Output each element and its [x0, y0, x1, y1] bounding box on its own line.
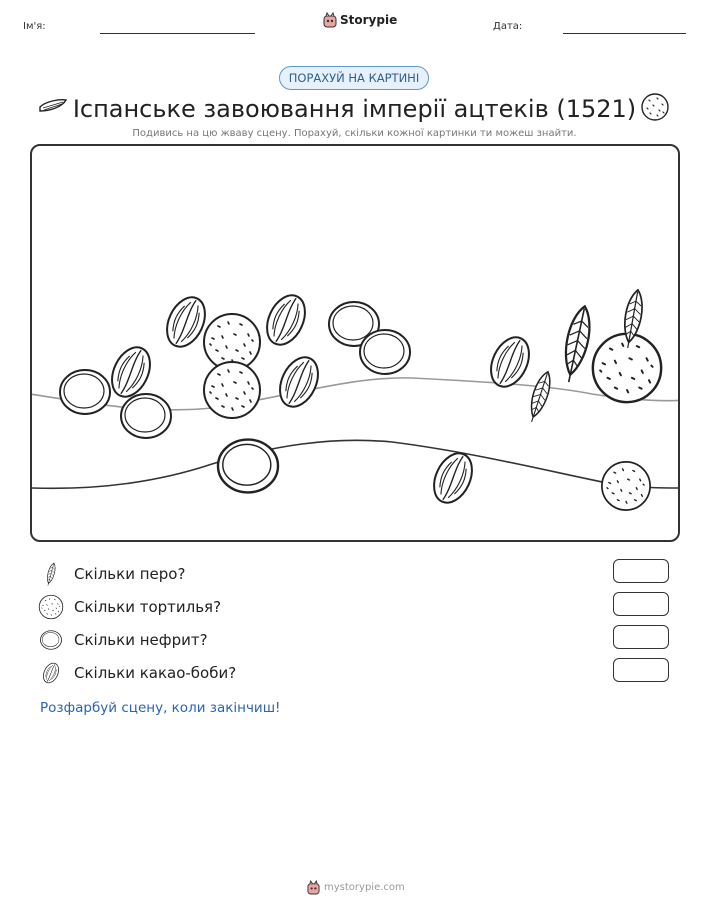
tortilla	[602, 462, 650, 510]
cacao-bean	[260, 289, 313, 350]
coloring-instruction: Розфарбуй сцену, коли закінчиш!	[40, 700, 281, 716]
site-url: mystorypie.com	[324, 882, 405, 893]
question-feather	[38, 561, 185, 587]
tortilla	[204, 362, 260, 418]
jade-stone	[360, 330, 410, 374]
question-cacao	[38, 660, 236, 686]
question-jade	[38, 627, 208, 653]
question-tortilla	[38, 594, 221, 620]
brand-name: Storypie	[340, 13, 398, 27]
activity-badge: ПОРАХУЙ НА КАРТИНІ	[279, 66, 429, 90]
name-field[interactable]	[100, 33, 255, 34]
jade-stone	[60, 370, 110, 414]
cacao-bean	[427, 447, 480, 508]
jade-icon	[38, 627, 64, 653]
feather	[559, 304, 595, 384]
page-title: Іспанське завоювання імперії ацтеків (1521)	[72, 95, 637, 123]
storypie-logo-icon	[323, 12, 337, 28]
cacao-bean	[273, 351, 326, 412]
answer-tortilla-input[interactable]	[613, 592, 669, 616]
brand-logo[interactable]	[323, 12, 397, 28]
answer-feather-input[interactable]	[613, 559, 669, 583]
tortilla	[593, 334, 661, 402]
page-subtitle: Подивись на цю жваву сцену. Порахуй, скільки кожної картинки ти можеш знайти.	[132, 128, 577, 139]
answer-cacao-input[interactable]	[613, 658, 669, 682]
question-text: Скільки перо?	[74, 565, 186, 583]
tortilla-icon	[38, 594, 64, 620]
date-label: Дата:	[493, 21, 523, 32]
site-footer[interactable]	[307, 880, 405, 895]
question-text: Скільки нефрит?	[74, 631, 208, 649]
cacao-bean-icon	[38, 660, 64, 686]
jade-stone	[218, 440, 278, 493]
name-label: Ім'я:	[23, 21, 46, 32]
question-text: Скільки тортилья?	[74, 598, 222, 616]
feather-icon	[38, 561, 64, 587]
jade-stone	[121, 394, 171, 438]
storypie-logo-icon	[307, 880, 320, 895]
cacao-bean	[484, 331, 537, 392]
feather	[525, 370, 555, 424]
tortilla-icon	[640, 92, 670, 122]
answer-jade-input[interactable]	[613, 625, 669, 649]
counting-scene[interactable]	[30, 144, 680, 542]
date-field[interactable]	[563, 33, 686, 34]
question-text: Скільки какао-боби?	[74, 664, 237, 682]
